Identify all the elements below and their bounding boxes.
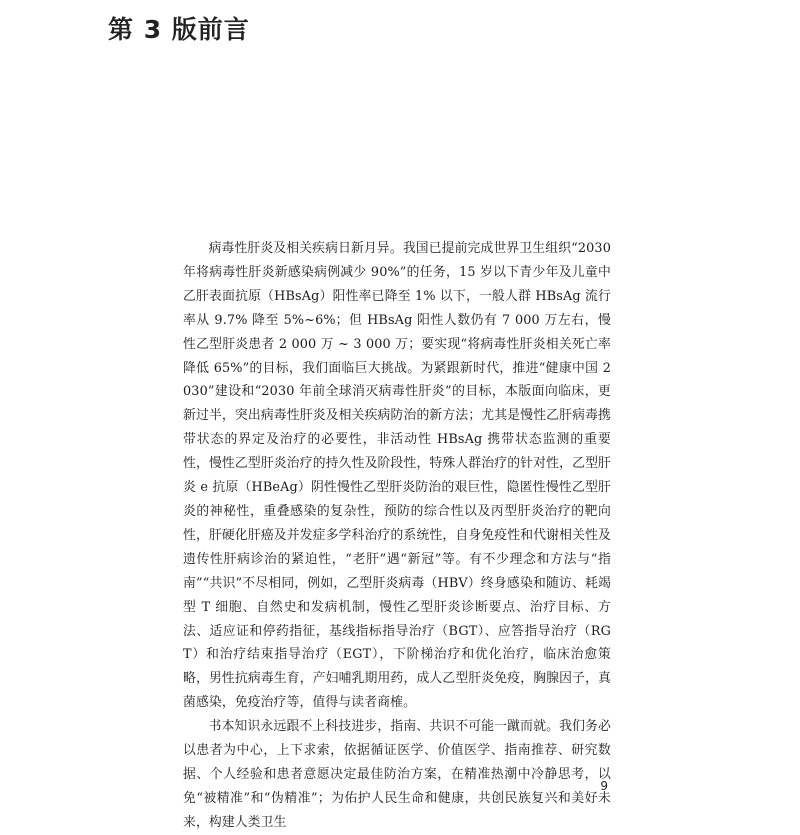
paragraph: 病毒性肝炎及相关疾病日新月异。我国已提前完成世界卫生组织“2030 年将病毒性肝炎新感染病例减少 90%”的任务，15 岁以下青少年及儿童中乙肝表面抗原（HBsAg）阳性率已降至 1% 以下，一般人群 HBsAg 流行率从 9.7% 降至 5%~6%；但 HBsAg 阳性人数仍有 7 000 万左右，慢性乙型肝炎患者 2 000 万 ~ 3 000 万；要实现“将病毒性肝炎相关死亡率降低 65%”的目标，我们面临巨大挑战。为紧跟新时代，推进“健康中国 2030”建设和“2030 年前全球消灭病毒性肝炎”的目标，本版面向临床，更新过半，突出病毒性肝炎及相关疾病防治的新方法；尤其是慢性乙肝病毒携带状态的界定及治疗的必要性，非活动性 HBsAg 携带状态监测的重要性，慢性乙型肝炎治疗的持久性及阶段性，特殊人群治疗的针对性，乙型肝炎 e 抗原（HBeAg）阴性慢性乙型肝炎防治的艰巨性，隐匿性慢性乙型肝炎的神秘性，重叠感染的复杂性，预防的综合性以及丙型肝炎治疗的靶向性，肝硬化肝癌及并发症多学科治疗的系统性，自身免疫性和代谢相关性及遗传性肝病诊治的紧迫性，“老肝”遇“新冠”等。有不少理念和方法与“指南”“共识”不尽相同，例如，乙型肝炎病毒（HBV）终身感染和随访、耗竭型 T 细胞、自然史和发病机制，慢性乙型肝炎诊断要点、治疗目标、方法、适应证和停药指征，基线指标指导治疗（BGT）、应答指导治疗（RGT）和治疗结束指导治疗（EGT），下阶梯治疗和优化治疗，临床治愈策略，男性抗病毒生育，产妇哺乳期用药，成人乙型肝炎免疫，胸腺因子，真菌感染，免疫治疗等，值得与读者商榷。 <box>183 241 611 711</box>
page-number: 9 <box>600 779 608 793</box>
body-text <box>183 237 611 830</box>
page-title: 第 3 版前言 <box>108 15 250 44</box>
paragraph: 书本知识永远跟不上科技进步，指南、共识不可能一蹴而就。我们务必以患者为中心，上下求索，依据循证医学、价值医学、指南推荐、研究数据、个人经验和患者意愿决定最佳防治方案，在精准热潮中冷静思考，以免“被精准”和“伪精准”；为佑护人民生命和健康，共创民族复兴和美好未来，构建人类卫生 <box>183 719 611 830</box>
